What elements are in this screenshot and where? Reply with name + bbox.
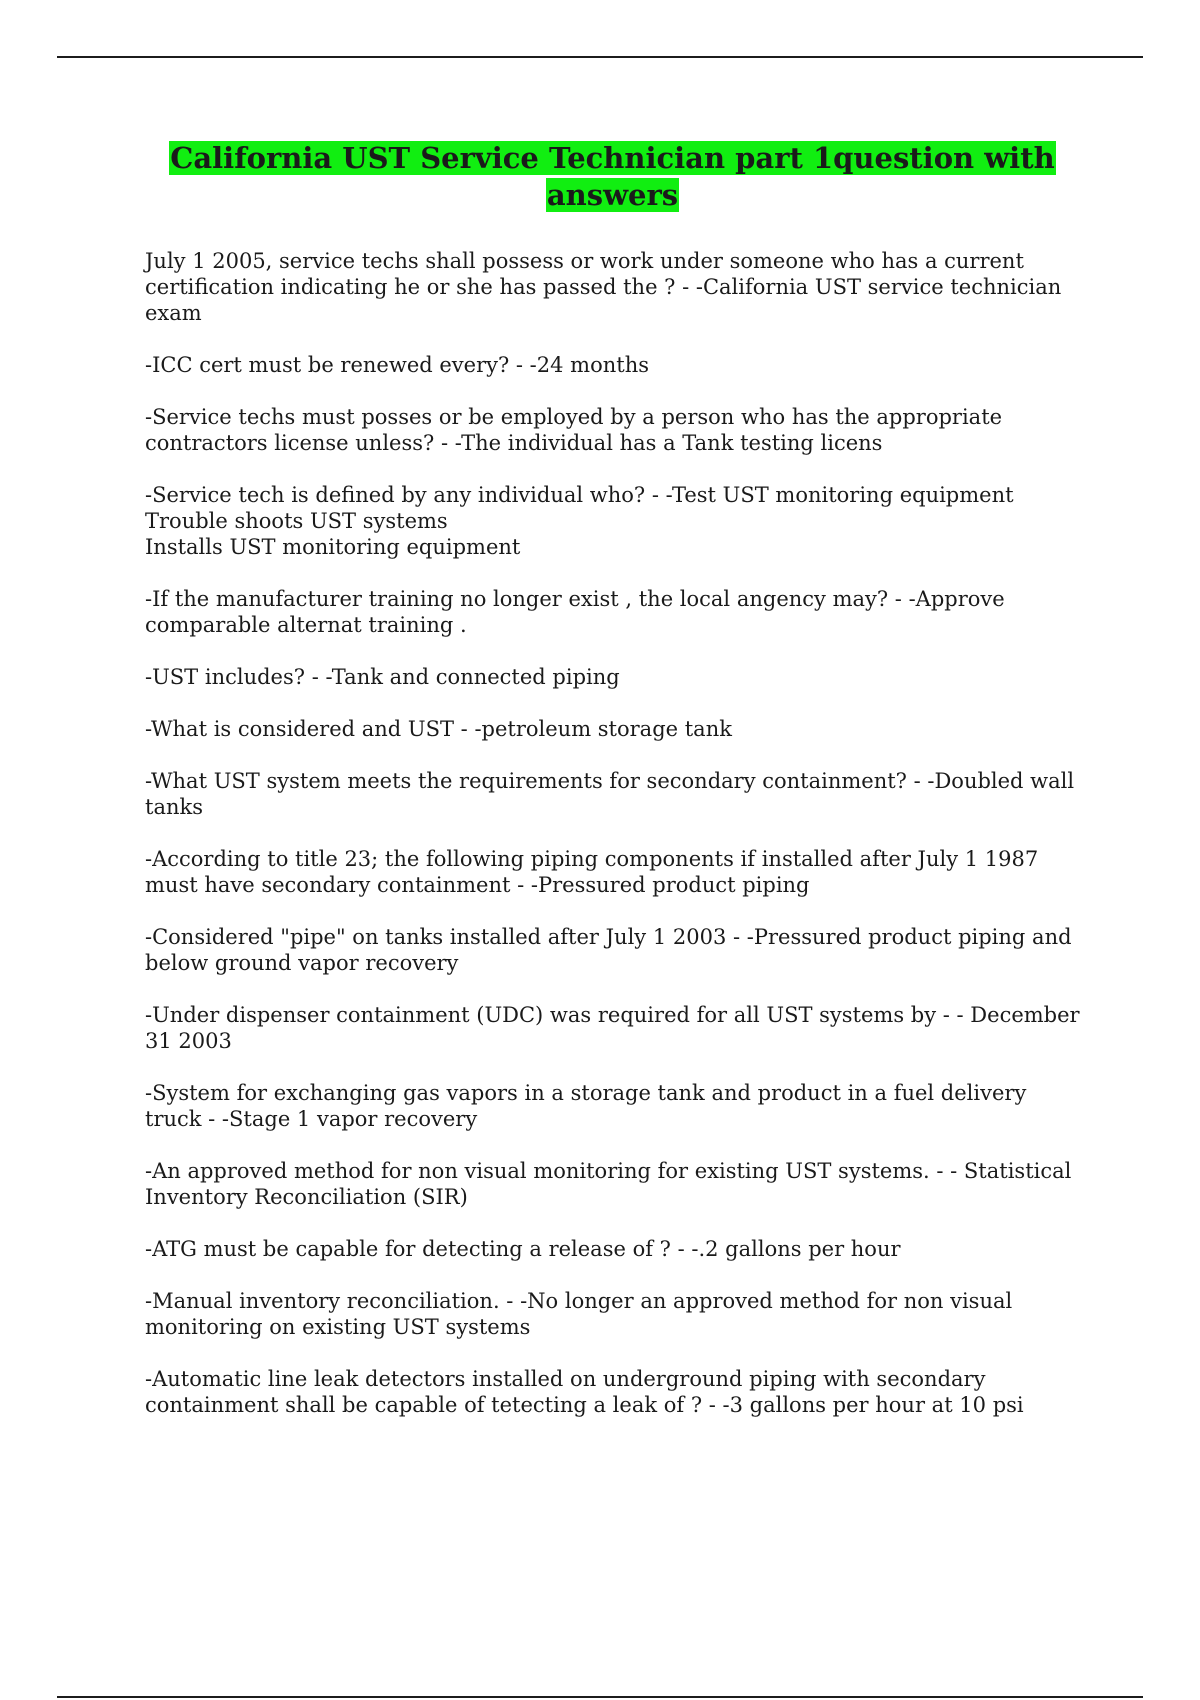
qa-entry-text: -Automatic line leak detectors installed on underground piping with secondary containment shall be capable of tetecting a leak of ? - -3 gallons per hour at 10 psi xyxy=(145,1367,1024,1417)
qa-entry xyxy=(145,404,1080,456)
qa-entry-text: -What is considered and UST - -petroleum storage tank xyxy=(145,717,732,741)
qa-entry xyxy=(145,248,1080,326)
qa-entry xyxy=(145,664,1080,690)
qa-entry-text: -An approved method for non visual monitoring for existing UST systems. - - Statistical Inventory Reconciliation (SIR) xyxy=(145,1159,1072,1209)
qa-entry xyxy=(145,586,1080,638)
bottom-rule xyxy=(57,1696,1143,1698)
qa-entry xyxy=(145,1366,1080,1418)
qa-entry xyxy=(145,1158,1080,1210)
qa-entry-text: -ATG must be capable for detecting a release of ? - -.2 gallons per hour xyxy=(145,1237,901,1261)
document-title xyxy=(145,140,1080,214)
qa-entry xyxy=(145,924,1080,976)
qa-entry-text: -System for exchanging gas vapors in a storage tank and product in a fuel delivery truck - -Stage 1 vapor recovery xyxy=(145,1081,1027,1131)
qa-entry-text: -Service techs must posses or be employed by a person who has the appropriate contractors license unless? - -The individual has a Tank testing licens xyxy=(145,405,1003,455)
document-title-text: California UST Service Technician part 1question with answers xyxy=(170,141,1055,212)
qa-entry-text: -UST includes? - -Tank and connected piping xyxy=(145,665,620,689)
qa-entry-text: -What UST system meets the requirements for secondary containment? - -Doubled wall tanks xyxy=(145,769,1075,819)
qa-entry-text: -Considered "pipe" on tanks installed after July 1 2003 - -Pressured product piping and below ground vapor recovery xyxy=(145,925,1072,975)
qa-entry xyxy=(145,1002,1080,1054)
qa-entry xyxy=(145,1080,1080,1132)
qa-entry-text: -If the manufacturer training no longer exist , the local angency may? - -Approve comparable alternat training . xyxy=(145,587,1005,637)
qa-entry xyxy=(145,352,1080,378)
qa-entry-text: -Under dispenser containment (UDC) was required for all UST systems by - - December 31 2003 xyxy=(145,1003,1080,1053)
qa-entry-text: July 1 2005, service techs shall possess or work under someone who has a current certification indicating he or she has passed the ? - -California UST service technician exam xyxy=(145,249,1062,325)
qa-entry xyxy=(145,1288,1080,1340)
qa-entry-text: -According to title 23; the following piping components if installed after July 1 1987 must have secondary containment - -Pressured product piping xyxy=(145,847,1039,897)
qa-entry-extra-line: Trouble shoots UST systems xyxy=(145,509,448,533)
qa-entry-text: -Service tech is defined by any individual who? - -Test UST monitoring equipment xyxy=(145,483,1014,507)
qa-entry-extra-line: Installs UST monitoring equipment xyxy=(145,535,521,559)
qa-entry xyxy=(145,716,1080,742)
qa-entry xyxy=(145,482,1080,560)
top-rule xyxy=(57,56,1143,58)
qa-entry-text: -Manual inventory reconciliation. - -No longer an approved method for non visual monitoring on existing UST systems xyxy=(145,1289,1013,1339)
document-body xyxy=(145,140,1080,1444)
qa-entry xyxy=(145,1236,1080,1262)
qa-entry-text: -ICC cert must be renewed every? - -24 months xyxy=(145,353,649,377)
qa-entry xyxy=(145,768,1080,820)
qa-entry xyxy=(145,846,1080,898)
